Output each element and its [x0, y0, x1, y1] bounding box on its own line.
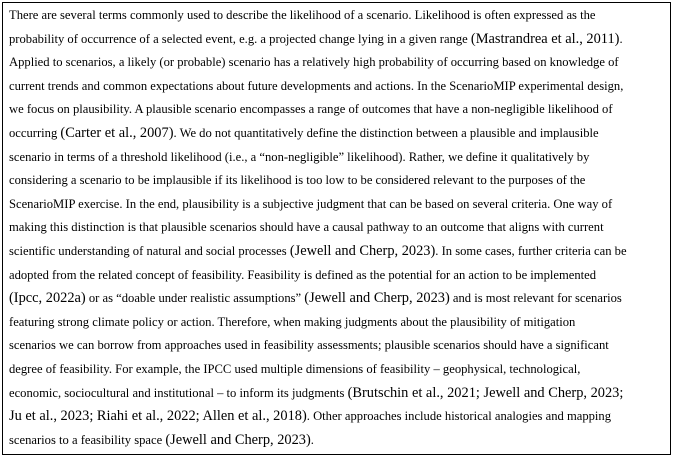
text-segment: There are several terms commonly used to describe the likelihood of a scenario. Likelihood is often expressed as the	[9, 8, 596, 22]
text-line	[9, 75, 666, 99]
text-segment: scientific understanding of natural and social processes	[9, 243, 290, 258]
text-line	[9, 429, 666, 453]
text-line	[9, 169, 666, 193]
text-segment: . Other approaches include historical analogies and mapping	[306, 409, 612, 424]
text-segment: and is most relevant for scenarios	[449, 291, 622, 306]
text-segment: .	[619, 31, 623, 46]
text-line	[9, 28, 666, 52]
text-segment: occurring	[9, 125, 61, 140]
citation: (Jewell and Cherp, 2023)	[165, 431, 311, 448]
text-segment: economic, sociocultural and institutional – to inform its judgments	[9, 385, 348, 400]
text-segment: .	[310, 432, 314, 447]
text-line	[9, 287, 666, 311]
text-line	[9, 4, 666, 28]
text-line	[9, 98, 666, 122]
text-line	[9, 334, 666, 358]
text-segment: considering a scenario to be implausible if its likelihood is too low to be considered relevant to the purposes of the	[9, 173, 586, 188]
text-line	[9, 358, 666, 382]
text-segment: probability of occurrence of a selected event, e.g. a projected change lying in a given range	[9, 31, 471, 46]
citation: (Carter et al., 2007)	[60, 124, 174, 141]
paragraph	[9, 4, 666, 452]
text-line	[9, 240, 666, 264]
text-segment: adopted from the related concept of feasibility. Feasibility is defined as the potential for an action to be implemented	[9, 267, 597, 282]
text-segment: scenario in terms of a threshold likelihood (i.e., a “non-negligible” likelihood). Rather, we define it qualitatively by	[9, 149, 590, 164]
citation: (Mastrandrea et al., 2011)	[470, 30, 620, 47]
text-line	[9, 382, 666, 406]
text-line	[9, 146, 666, 170]
text-segment: scenarios to a feasibility space	[9, 432, 166, 447]
text-segment: making this distinction is that plausible scenarios should have a causal pathway to an outcome that aligns with current	[9, 220, 604, 235]
text-line	[9, 216, 666, 240]
text-line	[9, 193, 666, 217]
citation: (Brutschin et al., 2021; Jewell and Cherp, 2023;	[347, 384, 624, 401]
text-line	[9, 311, 666, 335]
text-segment: degree of feasibility. For example, the IPCC used multiple dimensions of feasibility – geophysical, technological,	[9, 361, 581, 376]
citation: (Ipcc, 2022a)	[9, 290, 86, 307]
text-segment: Applied to scenarios, a likely (or probable) scenario has a relatively high probability of occurring based on knowledge of	[9, 55, 619, 70]
text-line	[9, 122, 666, 146]
text-line	[9, 51, 666, 75]
text-segment: we focus on plausibility. A plausible scenario encompasses a range of outcomes that have a non-negligible likelihood of	[9, 102, 613, 117]
text-segment: featuring strong climate policy or action. Therefore, when making judgments about the plausibility of mitigation	[9, 314, 576, 329]
text-segment: scenarios we can borrow from approaches used in feasibility assessments; plausible scenarios should have a significant	[9, 338, 609, 353]
text-line	[9, 405, 666, 429]
text-segment: . We do not quantitatively define the distinction between a plausible and implausible	[173, 125, 599, 140]
text-segment: current trends and common expectations about future developments and actions. In the ScenarioMIP experimental design,	[9, 78, 624, 93]
text-box	[2, 2, 671, 455]
citation: (Jewell and Cherp, 2023)	[289, 242, 436, 259]
citation: (Jewell and Cherp, 2023)	[304, 290, 450, 307]
text-segment: . In some cases, further criteria can be	[435, 243, 627, 258]
text-line	[9, 264, 666, 288]
citation: Ju et al., 2023; Riahi et al., 2022; Allen et al., 2018)	[9, 408, 307, 425]
text-segment: or as “doable under realistic assumptions”	[85, 291, 305, 306]
text-segment: ScenarioMIP exercise. In the end, plausibility is a subjective judgment that can be based on several criteria. One way of	[9, 196, 613, 211]
